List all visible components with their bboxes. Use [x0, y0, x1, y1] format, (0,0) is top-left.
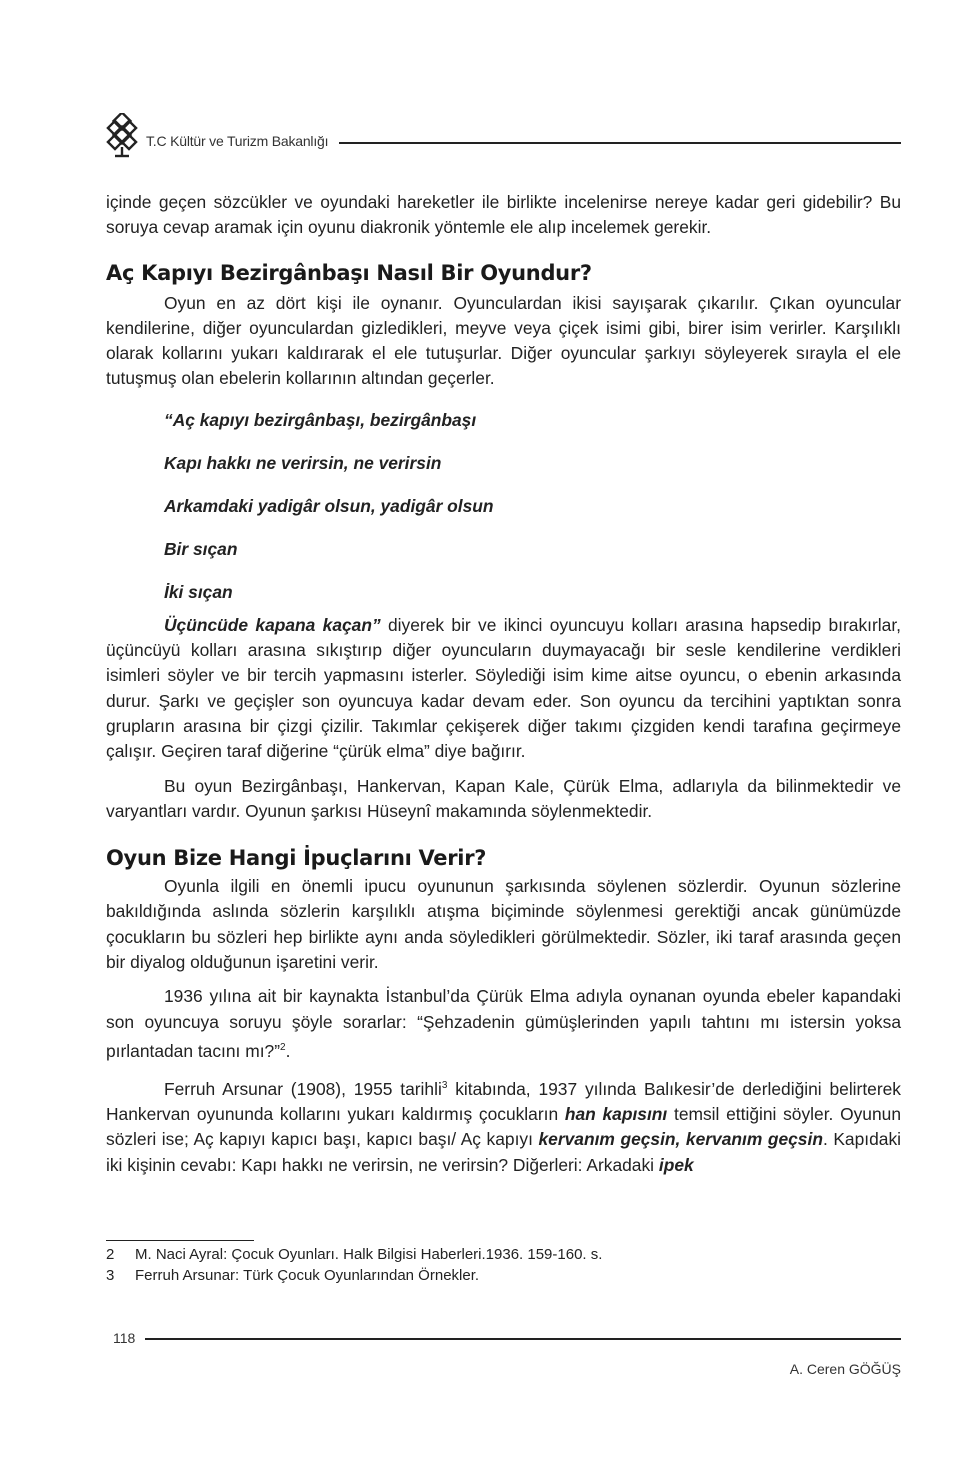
header-rule	[339, 142, 901, 144]
footnotes	[106, 1245, 901, 1286]
section-heading-1: Aç Kapıyı Bezirgânbaşı Nasıl Bir Oyundur?	[106, 260, 592, 285]
footnote-ref-3: 3	[441, 1080, 448, 1092]
paragraph-5	[106, 984, 901, 1064]
paragraph-5-text: 1936 yılına ait bir kaynakta İstanbul’da Çürük Elma adıyla oynanan oyunda ebeler kapandaki son oyuncuya soruyu şöyle sorarlar: “Şehzadenin gümüşlerinden yapılı tahtını mı istersin yoksa pırlantadan tacını mı?”	[106, 986, 901, 1061]
paragraph-5-end: .	[285, 1040, 291, 1061]
paragraph-2	[106, 613, 901, 765]
footnote-rule	[106, 1240, 254, 1241]
header-title: T.C Kültür ve Turizm Bakanlığı	[146, 133, 329, 149]
running-header	[106, 113, 901, 159]
footer-rule	[145, 1338, 901, 1340]
paragraph-2-text: diyerek bir ve ikinci oyuncuyu kolları arasına hapsedip bırakırlar, üçüncüyü kolları arasına sıkıştırıp diğer oyuncuların duymayacağı bir sesle kendilerine verdikleri isimleri söyler ve bir tercih yapmasını isterler. Söylediği isim kime aitse oyuncu, o ebenin arkasında durur. Şarkı ve geçişler son oyuncuya kadar devam eder. Son oyuncu da tercihini yaptıktan sonra grupların arasına bir çizgi çizilir. Takımlar çekişerek diğer takımı çizgiden kendi tarafına geçirmeye çalışır. Geçiren taraf diğerine “çürük elma” diye bağırır.	[106, 614, 901, 762]
footnote-number: 2	[106, 1246, 115, 1263]
ministry-knot-logo-icon	[106, 113, 138, 159]
intro-paragraph: içinde geçen sözcükler ve oyundaki hareketler ile birlikte incelenirse nereye kadar geri gidebilir? Bu soruya cevap aramak için oyunu diakronik yöntemle ele alıp incelemek gerekir.	[106, 192, 901, 238]
footnote-text: M. Naci Ayral: Çocuk Oyunları. Halk Bilgisi Haberleri.1936. 159-160. s.	[135, 1246, 603, 1263]
paragraph-6-text-a: Ferruh Arsunar (1908), 1955 tarihli	[164, 1078, 442, 1099]
footnote-number: 3	[106, 1266, 115, 1284]
verse-final-line: Üçüncüde kapana kaçan”	[164, 614, 381, 635]
song-verse	[164, 408, 901, 605]
emphasis-han-kapisi: han kapısını	[564, 1104, 668, 1125]
verse-line: Arkamdaki yadigâr olsun, yadigâr olsun	[164, 495, 494, 516]
emphasis-ipek: ipek	[658, 1154, 694, 1175]
section-heading-2: Oyun Bize Hangi İpuçlarını Verir?	[106, 846, 487, 871]
verse-line: “Aç kapıyı bezirgânbaşı, bezirgânbaşı	[164, 409, 477, 430]
author-name: A. Ceren GÖĞÜŞ	[789, 1361, 901, 1377]
verse-line: Bir sıçan	[164, 538, 238, 559]
footnote-ref-2: 2	[280, 1041, 286, 1053]
paragraph-6-text-b: kitabında, 1937 yılında Balıkesir’de derlediğini belirterek Hankervan oyununda kollarını yukarı kaldırmış çocukların	[106, 1078, 902, 1125]
page-number: 118	[113, 1330, 136, 1346]
footnote	[106, 1266, 901, 1287]
verse-line: İki sıçan	[164, 581, 233, 602]
paragraph-4: Oyunla ilgili en önemli ipucu oyununun şarkısında söylenen sözlerdir. Oyunun sözlerine bakıldığında aslında sözlerin karşılıklı atışma biçiminde söylenmesi gerektiği ancak günümüzde çocukların bu sözleri hep birlikte aynı anda söyledikleri görülmektedir. Sözler, iki taraf arasında geçen bir diyalog olduğunun işaretini verir.	[106, 876, 901, 973]
verse-line: Kapı hakkı ne verirsin, ne verirsin	[164, 452, 442, 473]
paragraph-6	[106, 1073, 901, 1178]
paragraph-6-text-c: temsil ettiğini söyler. Oyunun sözleri ise; Aç kapıyı kapıcı başı, kapıcı başı/ Aç kapıyı	[106, 1104, 901, 1150]
paragraph-3: Bu oyun Bezirgânbaşı, Hankervan, Kapan Kale, Çürük Elma, adlarıyla da bilinmektedir ve varyantları vardır. Oyunun şarkısı Hüseynî makamında söylenmektedir.	[106, 775, 901, 821]
emphasis-kervanim: kervanım geçsin, kervanım geçsin	[538, 1129, 823, 1150]
footnote-text: Ferruh Arsunar: Türk Çocuk Oyunlarından Örnekler.	[135, 1266, 480, 1284]
paragraph-6-text-d: . Kapıdaki iki kişinin cevabı: Kapı hakkı ne verirsin, ne verirsin? Diğerleri: Arkadaki	[106, 1129, 901, 1175]
footnote	[106, 1245, 901, 1266]
paragraph-1: Oyun en az dört kişi ile oynanır. Oyunculardan ikisi sayışarak çıkarılır. Çıkan oyuncular kendilerine, diğer oyunculardan gizledikleri, meyve veya çiçek isimi gibi, birer isim verirler. Karşılıklı olarak kollarını yukarı kaldırarak el ele tutuşurlar. Diğer oyuncular şarkıyı söyleyerek sırayla el ele tutuşmuş olan ebelerin kollarının altından geçerler.	[106, 292, 901, 389]
page-content	[106, 190, 901, 1178]
